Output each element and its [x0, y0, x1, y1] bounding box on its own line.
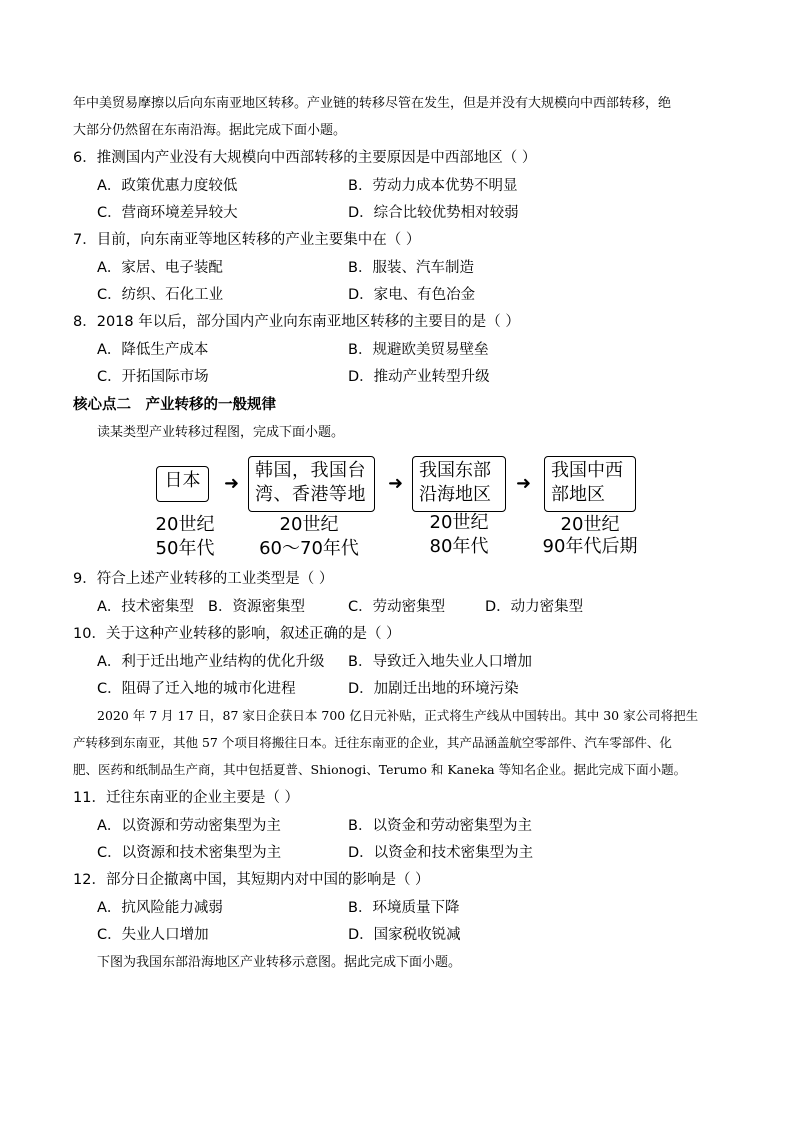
stage-era-1-line-1: 20世纪 [155, 514, 215, 535]
intro-line-2: 大部分仍然留在东南沿海。据此完成下面小题。 [73, 123, 347, 138]
question-9-option-d[interactable]: D．动力密集型 [485, 599, 584, 615]
question-6-option-c[interactable]: C．营商环境差异较大 [97, 205, 238, 221]
question-9-option-b[interactable]: B．资源密集型 [208, 599, 305, 615]
question-10-option-c[interactable]: C．阻碍了迁入地的城市化进程 [97, 681, 296, 697]
question-10-option-d[interactable]: D．加剧迁出地的环境污染 [348, 681, 519, 697]
question-8-option-d[interactable]: D．推动产业转型升级 [348, 369, 490, 385]
section-instruction: 读某类型产业转移过程图，完成下面小题。 [97, 425, 345, 440]
question-7-stem: 7．目前，向东南亚等地区转移的产业主要集中在（ ） [73, 232, 421, 248]
question-6-option-b[interactable]: B．劳动力成本优势不明显 [348, 178, 518, 194]
stage-era-4-line-1: 20世纪 [560, 514, 620, 535]
question-7-option-a[interactable]: A．家居、电子装配 [97, 260, 223, 276]
passage-2-line-1: 2020 年 7 月 17 日，87 家日企获日本 700 亿日元补贴，正式将生产线从中国转出。其中 30 家公司将把生 [97, 708, 699, 723]
question-12-option-a[interactable]: A．抗风险能力减弱 [97, 900, 223, 916]
stage-era-2-line-2: 60～70年代 [259, 538, 359, 559]
question-9-option-c[interactable]: C．劳动密集型 [348, 599, 446, 615]
question-7-option-b[interactable]: B．服装、汽车制造 [348, 260, 474, 276]
question-11-option-c[interactable]: C．以资源和技术密集型为主 [97, 845, 282, 861]
stage-box-eastern-coast: 我国东部沿海地区 [412, 456, 506, 512]
stage-era-3-line-2: 80年代 [429, 536, 489, 557]
question-8-option-b[interactable]: B．规避欧美贸易壁垒 [348, 342, 489, 358]
question-11-stem: 11．迁往东南亚的企业主要是（ ） [73, 790, 300, 806]
footer-instruction: 下图为我国东部沿海地区产业转移示意图。据此完成下面小题。 [97, 955, 462, 970]
question-7-option-d[interactable]: D．家电、有色冶金 [348, 287, 476, 303]
arrow-right-icon: ➜ [388, 473, 404, 494]
question-12-option-b[interactable]: B．环境质量下降 [348, 900, 460, 916]
question-6-option-d[interactable]: D．综合比较优势相对较弱 [348, 205, 519, 221]
stage-era-1-line-2: 50年代 [155, 538, 215, 559]
question-6-option-a[interactable]: A．政策优惠力度较低 [97, 178, 238, 194]
section-title: 核心点二 产业转移的一般规律 [73, 397, 276, 413]
stage-era-2-line-1: 20世纪 [279, 514, 339, 535]
passage-2-line-3: 肥、医药和纸制品生产商，其中包括夏普、Shionogi、Terumo 和 Kaneka 等知名企业。据此完成下面小题。 [73, 762, 687, 777]
stage-era-4-line-2: 90年代后期 [542, 536, 638, 557]
stage-box-korea-taiwan-hk: 韩国，我国台湾、香港等地 [248, 456, 375, 512]
question-10-option-a[interactable]: A．利于迁出地产业结构的优化升级 [97, 654, 325, 670]
question-11-option-d[interactable]: D．以资金和技术密集型为主 [348, 845, 534, 861]
question-12-option-c[interactable]: C．失业人口增加 [97, 927, 209, 943]
question-8-option-a[interactable]: A．降低生产成本 [97, 342, 209, 358]
question-6-stem: 6．推测国内产业没有大规模向中西部转移的主要原因是中西部地区（ ） [73, 150, 537, 166]
stage-box-japan: 日本 [156, 466, 209, 502]
question-12-option-d[interactable]: D．国家税收锐减 [348, 927, 461, 943]
passage-2-line-2: 产转移到东南亚，其他 57 个项目将搬往日本。迁往东南亚的企业，其产品涵盖航空零部件、汽车零部件、化 [73, 735, 672, 750]
stage-era-3-line-1: 20世纪 [429, 512, 489, 533]
question-8-option-c[interactable]: C．开拓国际市场 [97, 369, 209, 385]
question-8-stem: 8．2018 年以后，部分国内产业向东南亚地区转移的主要目的是（ ） [73, 314, 520, 330]
question-11-option-a[interactable]: A．以资源和劳动密集型为主 [97, 818, 281, 834]
question-9-stem: 9．符合上述产业转移的工业类型是（ ） [73, 571, 334, 587]
stage-box-central-west: 我国中西部地区 [544, 456, 636, 512]
arrow-right-icon: ➜ [224, 473, 240, 494]
question-7-option-c[interactable]: C．纺织、石化工业 [97, 287, 224, 303]
question-9-option-a[interactable]: A．技术密集型 [97, 599, 194, 615]
question-12-stem: 12．部分日企撤离中国，其短期内对中国的影响是（ ） [73, 872, 430, 888]
intro-line-1: 年中美贸易摩擦以后向东南亚地区转移。产业链的转移尽管在发生，但是并没有大规模向中西部转移，绝 [73, 96, 672, 111]
arrow-right-icon: ➜ [516, 473, 532, 494]
question-10-stem: 10．关于这种产业转移的影响，叙述正确的是（ ） [73, 626, 401, 642]
question-10-option-b[interactable]: B．导致迁入地失业人口增加 [348, 654, 532, 670]
question-11-option-b[interactable]: B．以资金和劳动密集型为主 [348, 818, 532, 834]
